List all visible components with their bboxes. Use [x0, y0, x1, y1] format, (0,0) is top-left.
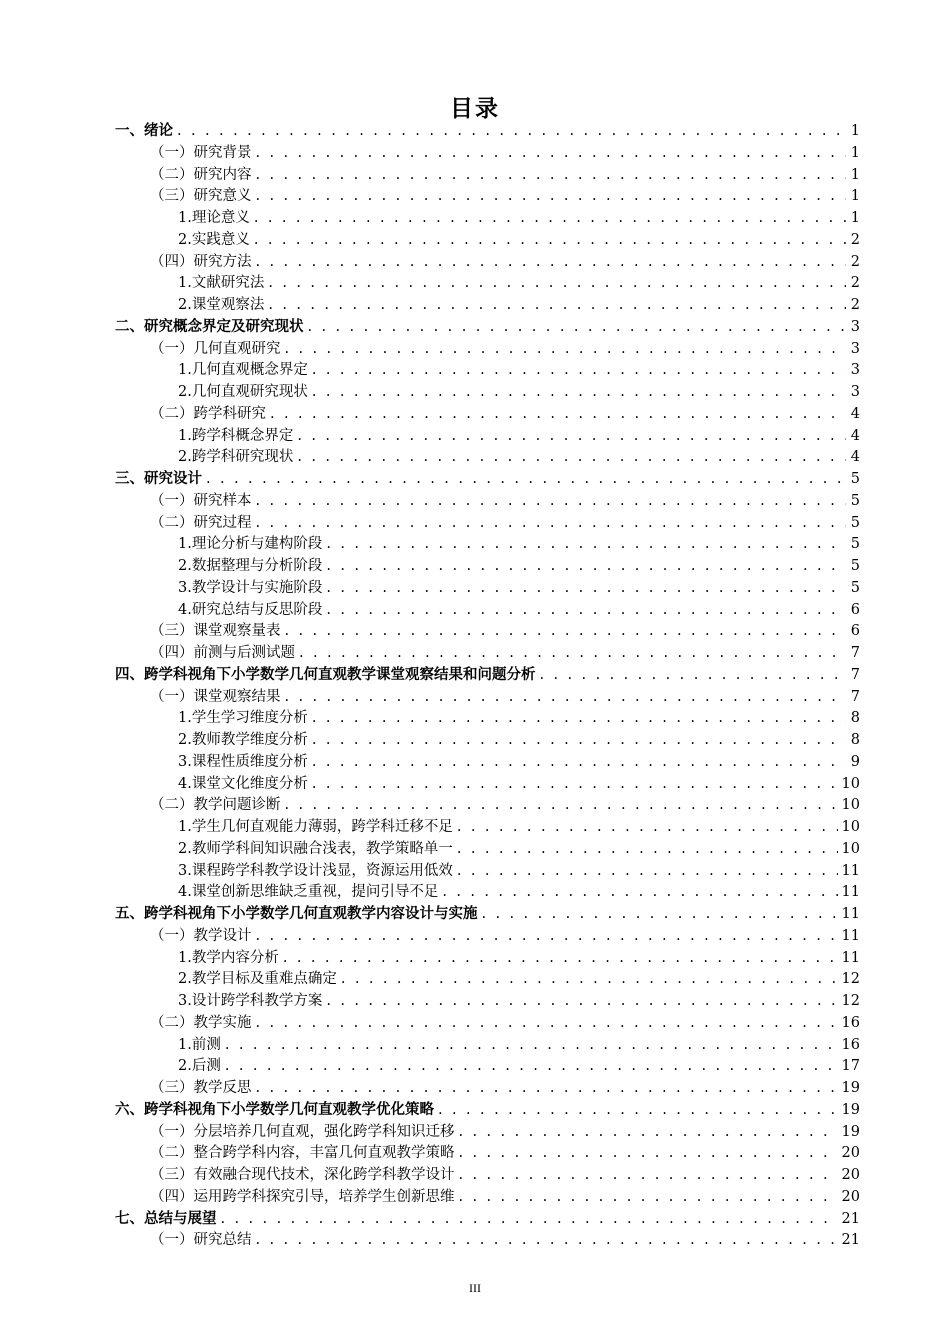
toc-entry-page: 1	[850, 188, 860, 205]
toc-entry-title: 四、跨学科视角下小学数学几何直观教学课堂观察结果和问题分析	[115, 666, 536, 683]
toc-entry-page: 5	[850, 471, 860, 487]
dot-leader	[326, 600, 846, 622]
toc-entry[interactable]	[115, 513, 860, 535]
toc-entry-title: 2.跨学科研究现状	[178, 449, 294, 466]
toc-entry[interactable]	[115, 208, 860, 230]
toc-entry-title: （二）研究内容	[150, 166, 252, 183]
toc-entry-page: 5	[850, 536, 860, 553]
toc-entry[interactable]	[115, 1187, 860, 1209]
toc-entry-page: 4	[850, 449, 860, 466]
toc-entry-title: 六、跨学科视角下小学数学几何直观教学优化策略	[115, 1101, 434, 1118]
toc-entry-page: 7	[850, 645, 860, 661]
toc-entry-page: 11	[841, 927, 860, 944]
toc-entry-title: 2.课堂观察法	[178, 297, 265, 313]
toc-entry-page: 2	[850, 297, 860, 313]
toc-entry[interactable]	[115, 1056, 860, 1078]
toc-entry[interactable]	[115, 404, 860, 426]
toc-entry-page: 4	[850, 427, 860, 444]
dot-leader	[285, 339, 847, 361]
toc-entry[interactable]	[115, 643, 860, 665]
toc-entry[interactable]	[115, 1230, 860, 1252]
toc-entry-title: 2.后测	[178, 1058, 221, 1075]
toc-entry-title: 二、研究概念界定及研究现状	[115, 318, 304, 335]
dot-leader	[312, 752, 846, 774]
dot-leader	[256, 252, 847, 274]
dot-leader	[326, 534, 846, 556]
toc-entry[interactable]	[115, 186, 860, 208]
toc-entry-title: 1.前测	[178, 1036, 221, 1053]
toc-entry-title: （二）整合跨学科内容，丰富几何直观教学策略	[150, 1145, 455, 1162]
toc-entry-title: 3.课程性质维度分析	[178, 753, 308, 770]
toc-entry-title: （一）教学设计	[150, 927, 252, 944]
toc-entry-title: （一）几何直观研究	[150, 340, 281, 357]
toc-entry[interactable]	[115, 1035, 860, 1057]
toc-entry[interactable]	[115, 273, 860, 295]
toc-entry-title: 4.课堂文化维度分析	[178, 775, 308, 792]
toc-entry-page: 6	[850, 601, 860, 618]
dot-leader	[442, 882, 837, 904]
dot-leader	[341, 969, 838, 991]
toc-entry[interactable]	[115, 1100, 860, 1122]
toc-entry-page: 17	[841, 1058, 860, 1075]
toc-entry[interactable]	[115, 426, 860, 448]
toc-entry-title: 五、跨学科视角下小学数学几何直观教学内容设计与实施	[115, 906, 478, 922]
dot-leader	[297, 447, 846, 469]
toc-entry[interactable]	[115, 121, 860, 143]
toc-entry-page: 11	[841, 884, 860, 901]
dot-leader	[256, 1013, 838, 1035]
toc-entry-page: 6	[850, 623, 860, 640]
toc-entry-title: （四）前测与后测试题	[150, 645, 295, 661]
toc-entry[interactable]	[115, 621, 860, 643]
toc-entry[interactable]	[115, 687, 860, 709]
toc-entry-title: 1.学生学习维度分析	[178, 710, 308, 727]
toc-title: 目录	[450, 96, 500, 122]
toc-entry-page: 21	[841, 1210, 860, 1227]
toc-entry-page: 11	[841, 906, 860, 922]
toc-entry[interactable]	[115, 360, 860, 382]
dot-leader	[438, 1100, 838, 1122]
toc-entry-title: 1.理论分析与建构阶段	[178, 536, 323, 553]
toc-entry-title: 一、绪论	[115, 123, 173, 139]
toc-entry-page: 19	[841, 1123, 860, 1140]
toc-entry-page: 8	[850, 732, 860, 748]
toc-entry-title: （四）研究方法	[150, 253, 252, 270]
toc-entry-page: 5	[850, 514, 860, 531]
dot-leader	[221, 1209, 838, 1231]
toc-entry-page: 12	[841, 993, 860, 1009]
toc-entry-page: 2	[850, 275, 860, 292]
toc-entry-page: 8	[850, 710, 860, 727]
toc-entry[interactable]	[115, 1013, 860, 1035]
page-number: III	[469, 1281, 481, 1295]
toc-entry-title: （二）教学问题诊断	[150, 797, 281, 814]
toc-entry-title: 3.课程跨学科教学设计浅显，资源运用低效	[178, 862, 453, 879]
toc-entry-page: 21	[841, 1232, 860, 1249]
table-of-contents	[115, 121, 860, 1252]
toc-entry-page: 5	[850, 558, 860, 574]
toc-entry-page: 5	[850, 492, 860, 509]
dot-leader	[297, 426, 846, 448]
toc-entry[interactable]	[115, 774, 860, 796]
toc-entry[interactable]	[115, 382, 860, 404]
dot-leader	[312, 382, 846, 404]
toc-entry-page: 20	[841, 1167, 860, 1183]
toc-entry-title: 2.教师教学维度分析	[178, 732, 308, 748]
toc-entry-title: 三、研究设计	[115, 471, 202, 487]
toc-entry-title: （一）课堂观察结果	[150, 688, 281, 705]
toc-entry-title: 3.教学设计与实施阶段	[178, 579, 323, 596]
toc-entry-title: 3.设计跨学科教学方案	[178, 993, 323, 1009]
dot-leader	[459, 1143, 838, 1165]
toc-entry-page: 1	[850, 210, 860, 226]
dot-leader	[299, 643, 846, 665]
toc-entry-title: （二）教学实施	[150, 1014, 252, 1031]
toc-entry-title: （二）研究过程	[150, 514, 252, 531]
toc-entry-title: （三）有效融合现代技术，深化跨学科教学设计	[150, 1167, 455, 1183]
toc-entry[interactable]	[115, 165, 860, 187]
toc-entry[interactable]	[115, 600, 860, 622]
toc-entry-page: 19	[841, 1101, 860, 1118]
toc-entry[interactable]	[115, 708, 860, 730]
toc-entry-page: 5	[850, 579, 860, 596]
toc-entry[interactable]	[115, 447, 860, 469]
toc-entry-title: 2.数据整理与分析阶段	[178, 558, 323, 574]
toc-entry-page: 2	[850, 231, 860, 248]
toc-entry-page: 1	[850, 123, 860, 139]
dot-leader	[326, 991, 837, 1013]
toc-entry-title: （一）研究总结	[150, 1232, 252, 1249]
toc-entry-page: 9	[850, 753, 860, 770]
dot-leader	[540, 665, 847, 687]
toc-entry[interactable]	[115, 252, 860, 274]
toc-entry-title: 1.教学内容分析	[178, 949, 279, 966]
dot-leader	[457, 839, 838, 861]
toc-entry-page: 3	[850, 384, 860, 400]
toc-entry-page: 3	[850, 318, 860, 335]
toc-entry-title: 1.几何直观概念界定	[178, 362, 308, 379]
dot-leader	[285, 795, 838, 817]
dot-leader	[285, 687, 847, 709]
toc-entry-title: 1.理论意义	[178, 210, 250, 226]
toc-entry-title: 2.实践意义	[178, 231, 250, 248]
toc-entry-title: （一）研究背景	[150, 144, 252, 161]
toc-entry-page: 7	[850, 688, 860, 705]
dot-leader	[268, 273, 846, 295]
dot-leader	[256, 1078, 838, 1100]
toc-entry-page: 10	[841, 797, 860, 814]
dot-leader	[459, 1187, 838, 1209]
toc-entry-title: 4.研究总结与反思阶段	[178, 601, 323, 618]
toc-entry[interactable]	[115, 1122, 860, 1144]
toc-entry-title: 1.跨学科概念界定	[178, 427, 294, 444]
dot-leader	[256, 165, 847, 187]
toc-entry-title: 1.文献研究法	[178, 275, 265, 292]
toc-entry[interactable]	[115, 1165, 860, 1187]
toc-entry[interactable]	[115, 948, 860, 970]
toc-entry[interactable]	[115, 1209, 860, 1231]
toc-entry-title: （三）研究意义	[150, 188, 252, 205]
toc-entry[interactable]	[115, 1078, 860, 1100]
toc-entry[interactable]	[115, 882, 860, 904]
toc-entry[interactable]	[115, 752, 860, 774]
dot-leader	[256, 513, 847, 535]
toc-entry-page: 16	[841, 1014, 860, 1031]
dot-leader	[254, 208, 846, 230]
toc-entry[interactable]	[115, 295, 860, 317]
toc-entry-page: 10	[841, 819, 860, 835]
toc-entry[interactable]	[115, 469, 860, 491]
toc-entry-title: （二）跨学科研究	[150, 405, 266, 422]
toc-entry[interactable]	[115, 339, 860, 361]
toc-entry[interactable]	[115, 143, 860, 165]
dot-leader	[206, 469, 846, 491]
dot-leader	[326, 578, 846, 600]
dot-leader	[256, 926, 838, 948]
dot-leader	[225, 1035, 838, 1057]
dot-leader	[177, 121, 846, 143]
toc-entry-page: 11	[841, 949, 860, 966]
toc-entry-page: 12	[841, 971, 860, 988]
dot-leader	[308, 317, 847, 339]
dot-leader	[268, 295, 846, 317]
dot-leader	[312, 708, 846, 730]
toc-entry[interactable]	[115, 795, 860, 817]
toc-entry-page: 7	[850, 666, 860, 683]
dot-leader	[256, 1230, 838, 1252]
toc-entry-title: 1.学生几何直观能力薄弱，跨学科迁移不足	[178, 819, 453, 835]
dot-leader	[459, 1122, 838, 1144]
toc-entry-page: 1	[850, 144, 860, 161]
dot-leader	[459, 1165, 838, 1187]
toc-entry[interactable]	[115, 817, 860, 839]
dot-leader	[270, 404, 846, 426]
toc-entry-page: 2	[850, 253, 860, 270]
dot-leader	[283, 948, 838, 970]
toc-entry-page: 1	[850, 166, 860, 183]
toc-entry[interactable]	[115, 839, 860, 861]
toc-entry-page: 19	[841, 1080, 860, 1096]
toc-entry-title: （四）运用跨学科探究引导，培养学生创新思维	[150, 1188, 455, 1205]
toc-entry-title: 2.几何直观研究现状	[178, 384, 308, 400]
dot-leader	[482, 904, 838, 926]
toc-entry[interactable]	[115, 1143, 860, 1165]
dot-leader	[256, 143, 847, 165]
toc-entry-page: 10	[841, 775, 860, 792]
toc-entry-title: 2.教师学科间知识融合浅表，教学策略单一	[178, 840, 453, 857]
toc-entry[interactable]	[115, 861, 860, 883]
toc-entry-title: 2.教学目标及重难点确定	[178, 971, 337, 988]
toc-entry-page: 20	[841, 1188, 860, 1205]
toc-entry[interactable]	[115, 665, 860, 687]
dot-leader	[312, 730, 846, 752]
toc-entry-title: 七、总结与展望	[115, 1210, 217, 1227]
toc-entry[interactable]	[115, 730, 860, 752]
toc-entry[interactable]	[115, 904, 860, 926]
toc-entry-title: 4.课堂创新思维缺乏重视，提问引导不足	[178, 884, 439, 901]
toc-entry[interactable]	[115, 991, 860, 1013]
toc-entry[interactable]	[115, 491, 860, 513]
toc-entry-page: 11	[841, 862, 860, 879]
toc-entry-page: 3	[850, 340, 860, 357]
toc-entry-page: 3	[850, 362, 860, 379]
toc-entry[interactable]	[115, 317, 860, 339]
dot-leader	[285, 621, 847, 643]
toc-entry[interactable]	[115, 969, 860, 991]
dot-leader	[326, 556, 846, 578]
toc-entry-page: 16	[841, 1036, 860, 1053]
toc-entry[interactable]	[115, 578, 860, 600]
dot-leader	[225, 1056, 838, 1078]
toc-entry-title: （三）教学反思	[150, 1080, 252, 1096]
dot-leader	[312, 360, 846, 382]
toc-entry-page: 10	[841, 840, 860, 857]
dot-leader	[312, 774, 838, 796]
dot-leader	[256, 491, 847, 513]
toc-entry-title: （三）课堂观察量表	[150, 623, 281, 640]
dot-leader	[254, 230, 846, 252]
toc-entry-title: （一）分层培养几何直观，强化跨学科知识迁移	[150, 1123, 455, 1140]
toc-entry[interactable]	[115, 556, 860, 578]
toc-entry-page: 20	[841, 1145, 860, 1162]
toc-entry[interactable]	[115, 926, 860, 948]
toc-entry[interactable]	[115, 230, 860, 252]
dot-leader	[457, 817, 838, 839]
dot-leader	[256, 186, 847, 208]
toc-entry[interactable]	[115, 534, 860, 556]
toc-entry-title: （一）研究样本	[150, 492, 252, 509]
toc-entry-page: 4	[850, 405, 860, 422]
dot-leader	[457, 861, 838, 883]
